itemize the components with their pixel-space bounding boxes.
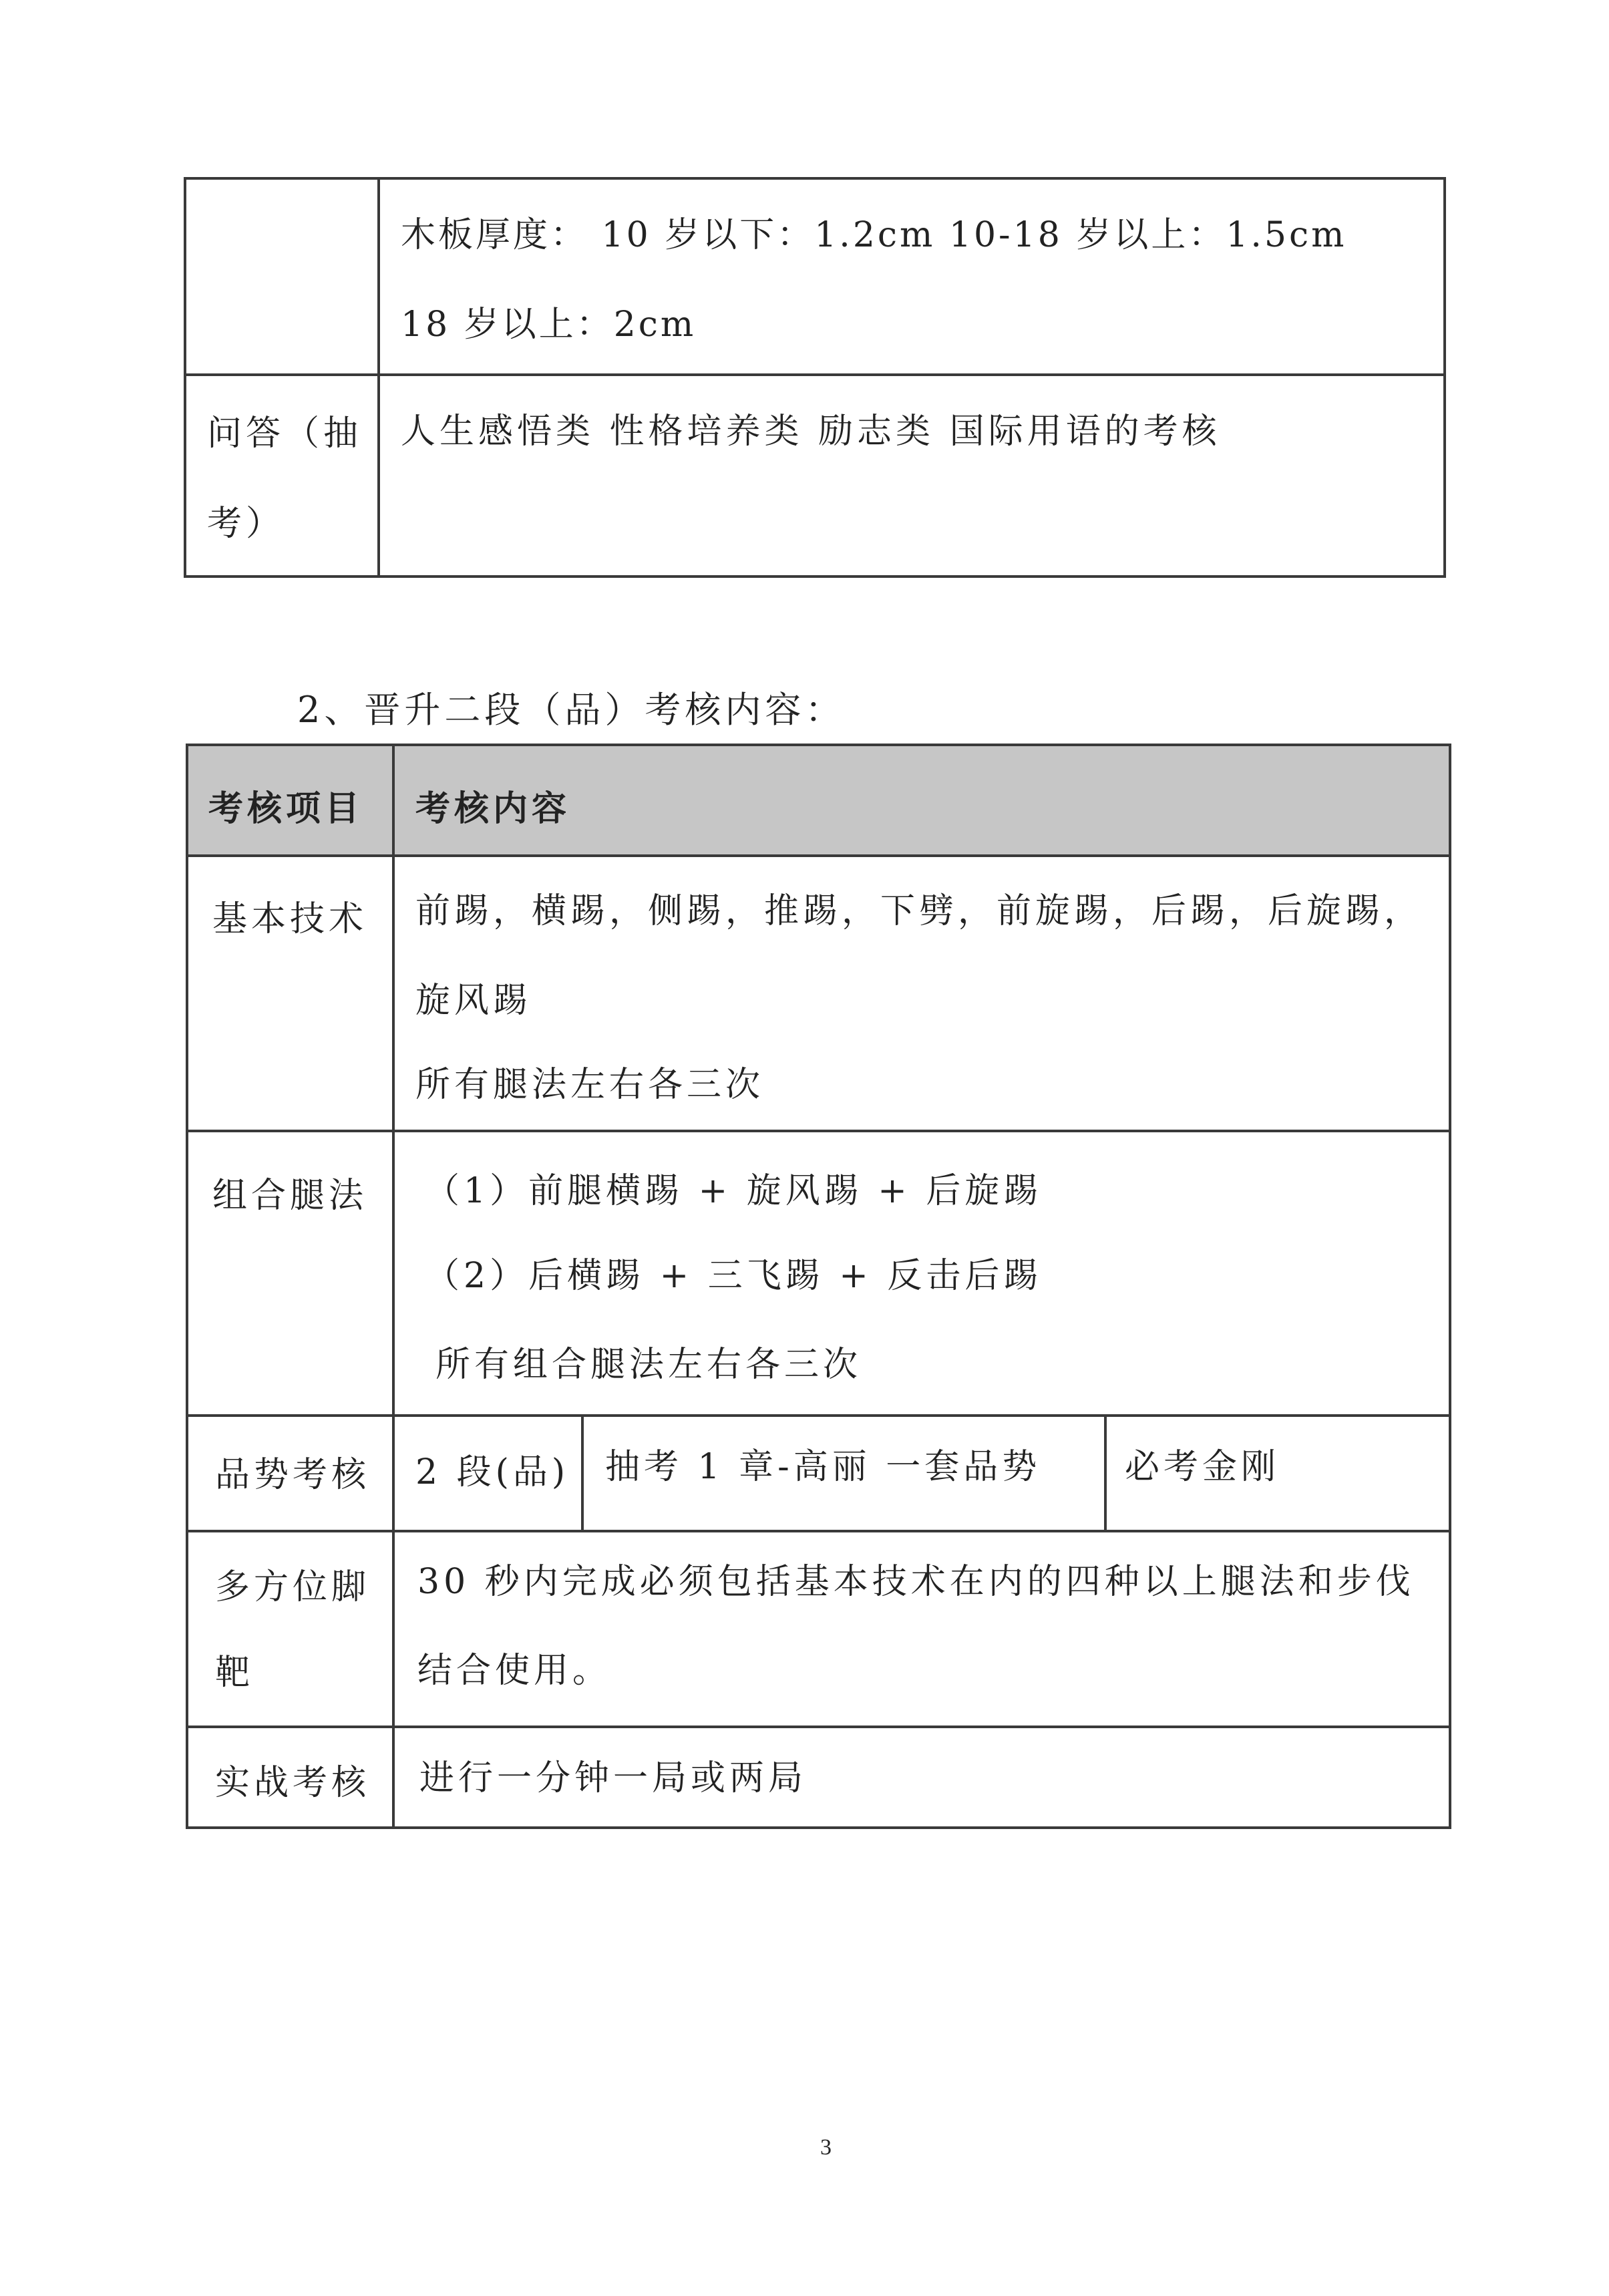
table-1-border-top	[184, 177, 1446, 180]
basic-label: 基本技术	[212, 899, 368, 939]
section-2-title: 2、晋升二段（品）考核内容：	[297, 689, 846, 731]
table-2-row-divider-2	[186, 1414, 1451, 1417]
poomsae-draw: 抽考 1 章-高丽 一套品势	[605, 1447, 1041, 1487]
target-label-line-2: 靶	[215, 1653, 254, 1693]
poomsae-required: 必考金刚	[1125, 1447, 1280, 1487]
poomsae-col-divider-1	[581, 1414, 584, 1532]
board-thickness-line-1: 木板厚度： 10 岁以下：1.2cm 10-18 岁以上：1.5cm	[401, 215, 1347, 255]
table-2-border-top	[186, 744, 1451, 746]
page-number: 3	[820, 2135, 832, 2160]
combo-line-3: 所有组合腿法左右各三次	[435, 1345, 862, 1385]
table-2-col-divider	[392, 744, 395, 1829]
table-2-row-divider-4	[186, 1726, 1451, 1728]
qa-label-line-2: 考）	[207, 504, 285, 544]
table-1-row-divider	[184, 373, 1446, 376]
target-line-2: 结合使用。	[417, 1651, 612, 1691]
basic-line-2: 旋风踢	[415, 981, 532, 1021]
table-1-col-divider	[377, 177, 380, 578]
target-line-1: 30 秒内完成必须包括基本技术在内的四种以上腿法和步伐	[417, 1562, 1415, 1602]
qa-label-line-1: 问答（抽	[207, 414, 363, 454]
combo-label: 组合腿法	[212, 1176, 368, 1216]
header-item: 考核项目	[208, 788, 364, 829]
table-1-border-left	[184, 177, 186, 578]
poomsae-label: 品势考核	[215, 1455, 371, 1495]
table-2-header-divider	[186, 854, 1451, 857]
header-content: 考核内容	[415, 788, 571, 829]
table-2-header-bg	[187, 746, 1449, 854]
qa-content: 人生感悟类 性格培养类 励志类 国际用语的考核	[401, 412, 1221, 452]
sparring-content: 进行一分钟一局或两局	[419, 1758, 808, 1798]
target-label-line-1: 多方位脚	[215, 1567, 371, 1607]
table-1-border-right	[1443, 177, 1446, 578]
basic-line-3: 所有腿法左右各三次	[415, 1065, 765, 1105]
sparring-label: 实战考核	[215, 1763, 371, 1803]
table-2-row-divider-1	[186, 1130, 1451, 1132]
table-1-border-bottom	[184, 575, 1446, 578]
poomsae-grade: 2 段(品)	[415, 1452, 570, 1492]
combo-line-1: （1）前腿横踢 + 旋风踢 + 后旋踢	[425, 1171, 1043, 1211]
table-2-border-bottom	[186, 1826, 1451, 1829]
basic-line-1: 前踢，横踢，侧踢，推踢，下劈，前旋踢，后踢，后旋踢，	[415, 891, 1423, 931]
table-2-border-right	[1449, 744, 1451, 1829]
combo-line-2: （2）后横踢 + 三飞踢 + 反击后踢	[425, 1256, 1043, 1296]
poomsae-col-divider-2	[1104, 1414, 1107, 1532]
table-2-border-left	[186, 744, 188, 1829]
table-2-row-divider-3	[186, 1530, 1451, 1532]
board-thickness-line-2: 18 岁以上：2cm	[401, 305, 697, 345]
